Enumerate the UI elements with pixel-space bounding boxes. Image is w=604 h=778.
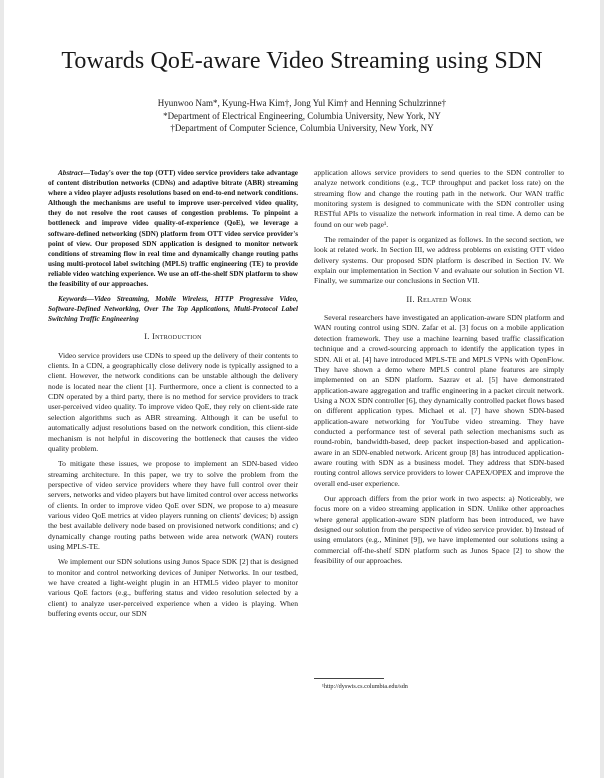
- keywords-text: —Video Streaming, Mobile Wireless, HTTP Progressive Video, Software-Defined Networking, Over The Top Applications, Multi-Protocol Label Switching Traffic Engineering: [48, 295, 298, 324]
- intro-paragraph-1: Video service providers use CDNs to speed up the delivery of their contents to clients. In a CDN, a geographically close delivery node is typically assigned to a client. However, the network conditions can be unstable although the delivery node is located near the client [1]. Furthermore, once a client is connected to a CDN operated by a third party, there is no method for service providers to track user-perceived video quality. To improve video QoE, they rely on client-side rate selection algorithms such as ABR streaming. Although it can be useful to automatically adjust resolutions based on the network condition, this client-side mechanism is not helpful in discovering the bottleneck that causes the video quality problem.: [48, 350, 298, 453]
- abstract-text: —Today's over the top (OTT) video service providers take advantage of content distribution networks (CDNs) and adaptive bitrate (ABR) streaming where a video player adjusts resolutions based on end-to-end network conditions. Although the mechanisms are useful to improve user-perceived video quality, they do not resolve the root causes of congestion problems. To pinpoint a bottleneck and improve video quality-of-experience (QoE), we leverage a software-defined networking (SDN) platform from OTT video service provider's point of view. Our proposed SDN application is designed to monitor network conditions of streaming flow in real time and dynamically change routing paths using multi-protocol label switching (MPLS) traffic engineering (TE) to provide reliable video watching experience. We use an off-the-shelf SDN platform to show the feasibility of our approaches.: [48, 169, 298, 289]
- affiliation-ee: *Department of Electrical Engineering, Columbia University, New York, NY: [163, 110, 441, 121]
- related-paragraph-1: Several researchers have investigated an application-aware SDN platform and WAN routing control using SDN. Zafar et al. [3] focus on a mobile application detection framework. They use a machine learning based traffic classification technique and a crowd-sourcing approach to identify the application types in SDN. Ali et al. [4] have introduced MPLS-TE and MPLS VPNs with OpenFlow. They have shown a demo where MPLS control plane features are simply implemented on an SDN platform. Sazrav et al. [5] have demonstrated application-aware aggregation and traffic engineering in a packet circuit network. Using a NOX SDN controller [6], they dynamically controlled packet flows based on different application types. Michael et al. [7] have shown SDN-based application-aware networking for YouTube video streaming. They have conducted a performance test of several path selection mechanisms such as round-robin, bandwidth-based, deep packet inspection-based and application-aware in an SDN-enabled network. Aricent group [8] has introduced application-aware routing with SDN as a business model. They address that SDN-based routing control allows service providers to lower CAPEX/OPEX and improve the overall end-user experience.: [314, 313, 564, 488]
- footnote-rule: [314, 678, 384, 679]
- intro-paragraph-3: We implement our SDN solutions using Junos Space SDK [2] that is designed to monitor and control networking devices of Juniper Networks. In our testbed, we have created a light-weight plugin in an HTML5 video player to monitor various QoE factors (e.g., buffering status and video resolution selected by a client) to analyze user-perceived experience when a video is playing. When buffering events occur, our SDN: [48, 557, 298, 618]
- abstract: [48, 168, 298, 289]
- right-column: [314, 168, 564, 571]
- intro-paragraph-2: To mitigate these issues, we propose to implement an SDN-based video streaming architecture. In this paper, we try to solve the problem from the perspective of video service providers where they have full control over their servers, networks and video players but have limited control over access networks of clients. In order to improve video QoE over SDN, we propose to a) measure various video QoE metrics at video players running on clients' devices; b) assign the best available delivery node based on provisioned network conditions; and c) dynamically change routing paths between wide area network (WAN) routers using MPLS-TE.: [48, 459, 298, 551]
- abstract-lead: Abstract: [58, 169, 83, 177]
- section-heading-introduction: I. Introduction: [144, 332, 202, 342]
- paper-title: Towards QoE-aware Video Streaming using SDN: [61, 48, 543, 74]
- organization-paragraph: The remainder of the paper is organized as follows. In the second section, we look at related work. In Section III, we address problems on existing OTT video delivery systems. Our proposed SDN platform is described in Section IV. We explain our implementation in Section V and evaluate our solution in Section VI. Finally, we summarize our conclusions in Section VII.: [314, 235, 564, 286]
- section-heading-related-work: II. Related Work: [406, 294, 472, 304]
- intro-continued-paragraph: application allows service providers to send queries to the SDN controller to analyze network conditions (e.g., TCP throughput and packet loss rate) on the streaming flow and change the routing path in the network. Our WAN traffic monitoring system is designed to communicate with the SDN controller using RESTful APIs to visualize the network information in real time. A demo can be found on our web page¹.: [314, 168, 564, 229]
- footnote-url: ¹http://dyswis.cs.columbia.edu/sdn: [322, 683, 408, 690]
- keywords-lead: Keywords: [58, 295, 87, 304]
- keywords: [48, 294, 298, 324]
- left-column: [48, 168, 298, 624]
- related-paragraph-2: Our approach differs from the prior work in two aspects: a) Noticeably, we focus more on a video streaming application in SDN. Unlike other approaches where general application-aware SDN platform has been introduced, we have designed our solution from the perspective of video service provider. b) Instead of using emulators (e.g., Mininet [9]), we have implemented our solutions using a commercial off-the-shelf SDN platform such as Junos Space [2] to show the feasibility of our approaches.: [314, 493, 564, 566]
- author-names: Hyunwoo Nam*, Kyung-Hwa Kim†, Jong Yul Kim† and Henning Schulzrinne†: [157, 98, 447, 108]
- affiliation-cs: †Department of Computer Science, Columbia University, New York, NY: [170, 123, 434, 133]
- author-block: [0, 97, 604, 135]
